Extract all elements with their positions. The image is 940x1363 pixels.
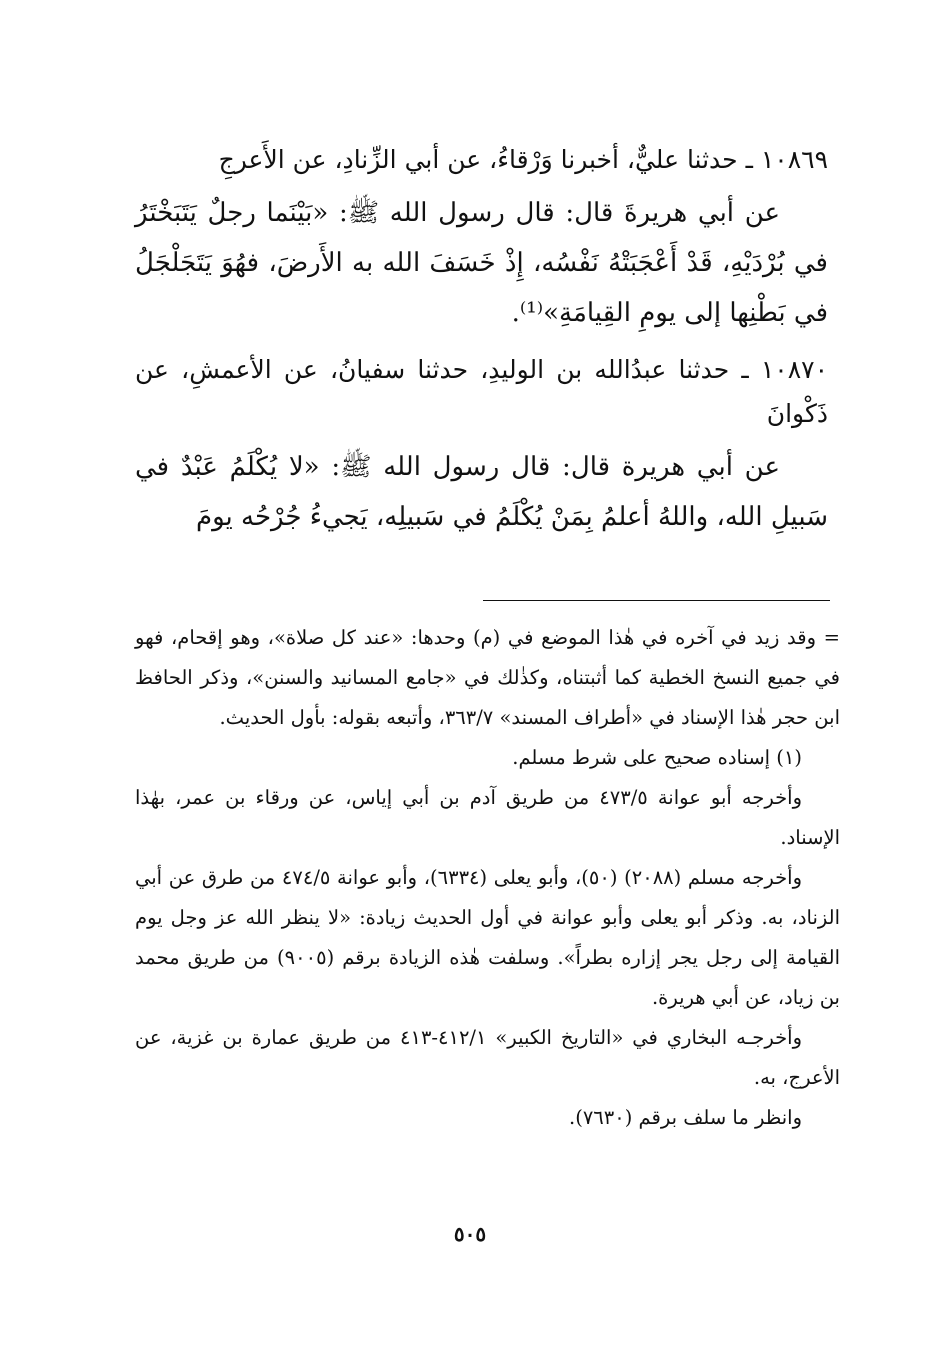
hadith-10869-chain: ١٠٨٦٩ ـ حدثنا عليٌّ، أخبرنا وَرْقاءُ، عن أبي الزِّنادِ، عن الأَعرجِ	[218, 145, 828, 174]
footnote-paragraph	[135, 778, 840, 858]
footnotes	[135, 618, 840, 1138]
footnote-separator	[483, 600, 830, 601]
footnote-paragraph-text: وأخرجه أبو عوانة ٤٧٣/٥ من طريق آدم بن أبي إياس، عن ورقاء بن عمر، بهٰذا الإسناد.	[135, 786, 840, 849]
footnote-paragraph-text: وأخرجه مسلم (٢٠٨٨) (٥٠)، وأبو يعلى (٦٣٣٤)، وأبو عوانة ٤٧٤/٥ من طرق عن أبي الزناد، به. وذكر أبو يعلى وأبو عوانة في أول الحديث زيادة: «لا ينظر الله عز وجل يوم القيامة إلى رجل يجر إزاره بطراً». وسلفت هٰذه الزيادة برقم (٩٠٠٥) من طريق محمد بن زياد، عن أبي هريرة.	[135, 866, 840, 1009]
footnote-paragraph	[135, 1098, 840, 1138]
footnote-paragraph-text: وانظر ما سلف برقم (٧٦٣٠).	[569, 1106, 802, 1129]
hadith-10870-chain: ١٠٨٧٠ ـ حدثنا عبدُالله بن الوليدِ، حدثنا سفيانُ، عن الأعمشِ، عن ذَكْوانَ	[135, 355, 828, 428]
hadith-10870-text-content: عن أبي هريرة قال: قال رسول الله ﷺ: «لا يُكْلَمُ عَبْدٌ في سَبيلِ الله، واللهُ أعلمُ بِمَنْ يُكْلَمُ في سَبيلِه، يَجيءُ جُرْحُه يومَ	[135, 452, 828, 532]
footnote-paragraph	[135, 858, 840, 1018]
footnote-1	[135, 738, 840, 778]
main-text	[135, 138, 828, 552]
footnote-paragraph-text: وأخرجـه البخاري في «التاريخ الكبير» ٤١٢/١-٤١٣ من طريق عمارة بن غزية، عن الأعرج، به.	[135, 1026, 840, 1089]
footnote-paragraph	[135, 1018, 840, 1098]
footnote-continuation: = وقد زيد في آخره في هٰذا الموضع في (م) وحدها: «عند كل صلاة»، وهو إقحام، فهو في جميع النسخ الخطية كما أثبتناه، وكذٰلك في «جامع المسانيد والسنن»، وذكر الحافظ ابن حجر هٰذا الإسناد في «أطراف المسند» ٣٦٣/٧، وأتبعه بقوله: بأول الحديث.	[135, 626, 840, 729]
hadith-10869-text	[135, 188, 828, 338]
page-number: ٥٠٥	[453, 1222, 487, 1246]
footnote-1-text: (١) إسناده صحيح على شرط مسلم.	[512, 746, 802, 769]
hadith-10869-text-content: عن أبي هريرةَ قال: قال رسول الله ﷺ: «بَيْنَما رجلٌ يَتَبَخْتَرُ في بُرْدَيْهِ، قَدْ أَعْجَبَتْهُ نَفْسُه، إِذْ خَسَفَ الله به الأَرضَ، فهُوَ يَتَجَلْجَلُ في بَطْنِها إلى يومِ القِيامَةِ»⁽¹⁾.	[135, 198, 828, 328]
hadith-10870-text	[135, 442, 828, 542]
